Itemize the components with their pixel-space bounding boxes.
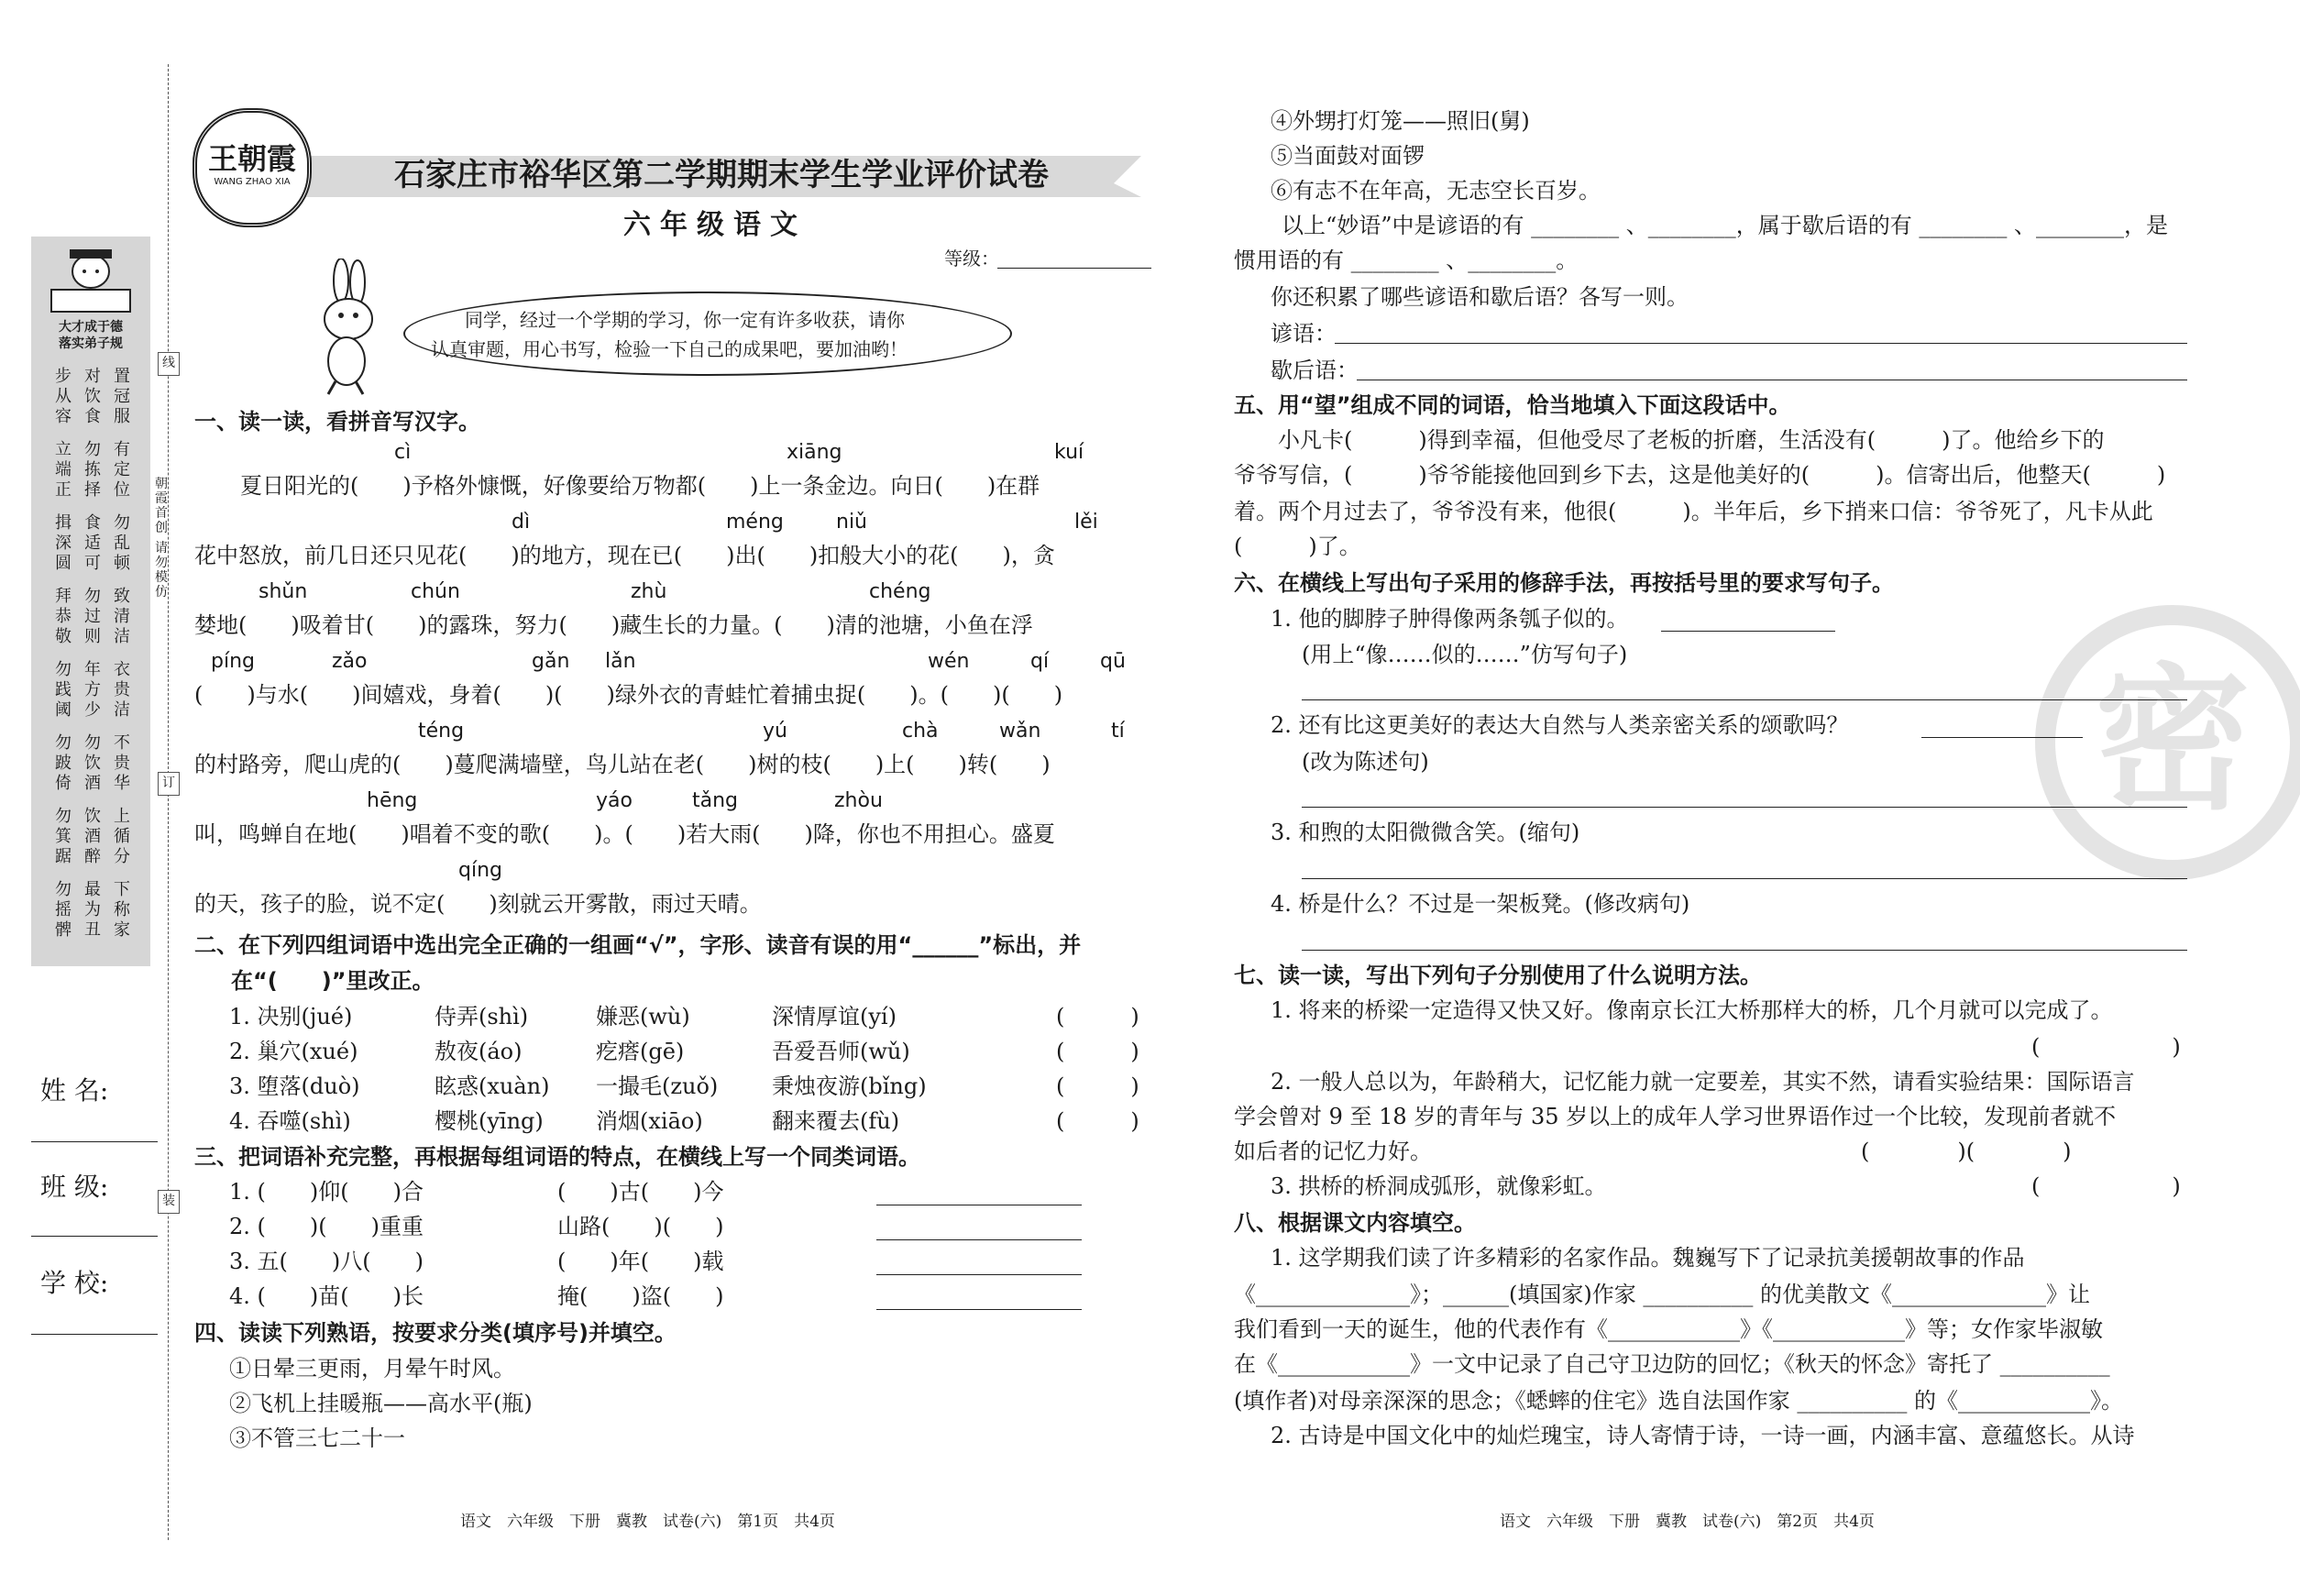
pinyin-hint: shǔn <box>259 580 308 603</box>
grade-field[interactable] <box>997 268 1151 269</box>
pinyin-hint: yú <box>763 720 787 743</box>
class-label: 班 级: <box>40 1172 109 1202</box>
q2-word[interactable]: 嫌恶(wù) <box>596 1004 690 1029</box>
pinyin-hint: lěi <box>1074 511 1098 534</box>
exam-subject: 六年级语文 <box>623 209 807 241</box>
pinyin-hint: qū <box>1100 650 1126 673</box>
pinyin-hint: chéng <box>869 580 931 603</box>
q6-q4-field[interactable] <box>1302 950 2187 951</box>
q1-passage-line[interactable]: 的村路旁，爬山虎的( )蔓爬满墙壁，鸟儿站在老( )树的枝( )上( )转( ) <box>194 752 1051 777</box>
rule-phrase: 上循分 <box>114 807 130 866</box>
pinyin-hint: téng <box>418 720 465 743</box>
rule-phrase: 置冠服 <box>114 367 130 426</box>
intro-bubble <box>403 292 1012 376</box>
q1-passage-line[interactable]: 叫，鸣蝉自在地( )唱着不变的歌( )。( )若大雨( )降，你也不用担心。盛夏 <box>194 821 1055 847</box>
q4-ask: 你还积累了哪些谚语和歇后语？各写一则。 <box>1271 284 1689 310</box>
pinyin-hint: zǎo <box>332 650 368 673</box>
q4-item-2: ②飞机上挂暖瓶——高水平(瓶) <box>229 1391 533 1416</box>
rule-phrase: 衣贵洁 <box>114 660 130 720</box>
rule-phrase: 最为丑 <box>84 880 101 940</box>
pinyin-hint: wǎn <box>999 720 1041 743</box>
q2-word[interactable]: 秉烛夜游(bǐng) <box>772 1073 927 1099</box>
q2-word[interactable]: 侍弄(shì) <box>435 1004 529 1029</box>
q6-q2-field[interactable] <box>1302 807 2187 808</box>
q2-heading-2: 在“( )”里改正。 <box>231 968 435 994</box>
intro-line-1: 同学，经过一个学期的学习，你一定有许多收获，请你 <box>465 309 905 331</box>
rabbit-mascot <box>303 259 385 396</box>
rule-phrase: 步从容 <box>55 367 72 426</box>
motto-line-1: 大才成于德 <box>59 320 123 335</box>
q3-answer-field[interactable] <box>876 1309 1082 1310</box>
q4-item-1: ①日晕三更雨，月晕午时风。 <box>229 1356 515 1381</box>
q8-line-3[interactable]: 我们看到一天的诞生，他的代表作有《____________》《____________》等；女作家毕淑敏 <box>1234 1316 2103 1342</box>
q4-proverb-field[interactable] <box>1335 343 2187 344</box>
q7-paren-3[interactable]: ( ) <box>2031 1173 2181 1199</box>
rule-phrase: 致清洁 <box>114 587 130 646</box>
q8-heading: 八、根据课文内容填空。 <box>1234 1210 1476 1236</box>
rule-phrase: 勿拣择 <box>84 440 101 500</box>
q3-idiom[interactable]: 3. 五( )八( ) <box>229 1249 424 1274</box>
pinyin-hint: píng <box>211 650 255 673</box>
q3-idiom[interactable]: 掩( )盗( ) <box>557 1283 724 1309</box>
q4-item-3: ③不管三七二十一 <box>229 1425 405 1451</box>
q2-correction-paren[interactable]: ( ) <box>1056 1039 1139 1064</box>
school-label: 学 校: <box>40 1268 109 1298</box>
q2-word[interactable]: 敖夜(áo) <box>435 1039 523 1064</box>
q2-correction-paren[interactable]: ( ) <box>1056 1004 1139 1029</box>
q8-line-2[interactable]: 《______________》；______(填国家)作家 __________ 的优美散文《______________》让 <box>1234 1282 2090 1307</box>
q4-xiehouyu-label: 歇后语： <box>1271 358 1359 383</box>
q2-correction-paren[interactable]: ( ) <box>1056 1073 1139 1099</box>
q8-line-1: 1. 这学期我们读了许多精彩的名家作品。魏巍写下了记录抗美援朝故事的作品 <box>1271 1245 2025 1271</box>
q1-passage-line[interactable]: 的天，孩子的脸，说不定( )刻就云开雾散，雨过天晴。 <box>194 891 762 917</box>
q7-item-3: 3. 拱桥的桥洞成弧形，就像彩虹。 <box>1271 1173 1607 1199</box>
pinyin-hint: gǎn <box>532 650 570 673</box>
q3-heading: 三、把词语补充完整，再根据每组词语的特点，在横线上写一个同类词语。 <box>194 1144 920 1170</box>
q5-line-4[interactable]: ( )了。 <box>1234 534 1361 559</box>
pinyin-hint: xiāng <box>787 441 842 464</box>
rule-phrase: 立端正 <box>55 440 72 500</box>
pinyin-hint: chún <box>411 580 460 603</box>
q3-idiom[interactable]: ( )年( )载 <box>557 1249 724 1274</box>
q4-fill-2[interactable]: 惯用语的有 ________ 、________。 <box>1234 248 1579 273</box>
pinyin-hint: tǎng <box>692 789 739 812</box>
pinyin-hint: qí <box>1030 650 1050 673</box>
pinyin-hint: lǎn <box>605 650 636 673</box>
rule-phrase: 对饮食 <box>84 367 101 426</box>
vertical-note-2: 请勿模仿 <box>155 541 168 600</box>
q6-q2-answer[interactable] <box>1921 737 2083 738</box>
q2-word[interactable]: 翻来覆去(fù) <box>772 1108 900 1134</box>
q2-word[interactable]: 3. 堕落(duò) <box>229 1073 360 1099</box>
q1-passage-line[interactable]: 花中怒放，前几日还只见花( )的地方，现在已( )出( )扣般大小的花( )，贪 <box>194 543 1055 568</box>
q7-paren-1[interactable]: ( ) <box>2031 1034 2181 1060</box>
binding-line <box>168 64 169 1540</box>
pinyin-hint: zhòu <box>834 789 883 812</box>
rule-phrase: 勿箕踞 <box>55 807 72 866</box>
rule-phrase: 有定位 <box>114 440 130 500</box>
pinyin-hint: hēng <box>367 789 418 812</box>
q6-heading: 六、在横线上写出句子采用的修辞手法，再按括号里的要求写句子。 <box>1234 570 1894 596</box>
q3-idiom[interactable]: 山路( )( ) <box>557 1214 724 1239</box>
q5-line-3[interactable]: 着。两个月过去了，爷爷没有来，他很( )。半年后，乡下捎来口信：爷爷死了，凡卡从此 <box>1234 499 2153 524</box>
q6-q4: 4. 桥是什么？不过是一架板凳。(修改病句) <box>1271 891 1690 917</box>
rule-phrase: 勿饮酒 <box>84 733 101 793</box>
q4-fill-1[interactable]: 以上“妙语”中是谚语的有 ________ 、________，属于歇后语的有 ________ 、________，是 <box>1282 213 2169 238</box>
q1-passage-line[interactable]: 夏日阳光的( )予格外慷慨，好像要给万物都( )上一条金边。向日( )在群 <box>240 473 1040 499</box>
logo-sub: WANG ZHAO XIA <box>214 177 291 187</box>
q6-q3-field[interactable] <box>1302 878 2187 879</box>
pinyin-hint: qíng <box>458 859 502 882</box>
pinyin-hint: zhù <box>631 580 667 603</box>
rule-phrase: 勿跛倚 <box>55 733 72 793</box>
q3-idiom[interactable]: 4. ( )苗( )长 <box>229 1283 424 1309</box>
pinyin-hint: cì <box>394 441 412 464</box>
q2-word[interactable]: 4. 吞噬(shì) <box>229 1108 351 1134</box>
rule-phrase: 拜恭敬 <box>55 587 72 646</box>
q8-line-5[interactable]: (填作者)对母亲深深的思念；《蟋蟀的住宅》选自法国作家 __________ 的《____________》。 <box>1234 1388 2123 1414</box>
seal-marker-3: 装 <box>158 1190 180 1214</box>
name-field[interactable] <box>31 1141 158 1142</box>
q2-word[interactable]: 深情厚谊(yí) <box>772 1004 897 1029</box>
q2-word[interactable]: 樱桃(yīng) <box>435 1108 544 1134</box>
q3-idiom[interactable]: ( )古( )今 <box>557 1179 724 1205</box>
q7-heading: 七、读一读，写出下列句子分别使用了什么说明方法。 <box>1234 963 1762 988</box>
q6-q1-answer[interactable] <box>1661 631 1835 632</box>
q6-q2: 2. 还有比这更美好的表达大自然与人类亲密关系的颂歌吗？ <box>1271 712 1849 738</box>
q6-q1-field[interactable] <box>1302 699 2187 700</box>
q4-item-5: ⑤当面鼓对面锣 <box>1271 143 1425 169</box>
q1-passage-line[interactable]: 婪地( )吸着甘( )的露珠，努力( )藏生长的力量。( )清的池塘，小鱼在浮 <box>194 612 1033 638</box>
footer-left: 语文 六年级 下册 冀教 试卷(六) 第1页 共4页 <box>460 1513 835 1531</box>
pinyin-hint: méng <box>726 511 784 534</box>
q7-item-2-line-1: 2. 一般人总以为，年龄稍大，记忆能力就一定要差，其实不然，请看实验结果：国际语言 <box>1271 1069 2135 1095</box>
rule-phrase: 揖深圆 <box>55 513 72 573</box>
exam-title: 石家庄市裕华区第二学期期末学生学业评价试卷 <box>394 157 1049 193</box>
rule-phrase: 下称家 <box>114 880 130 940</box>
vertical-note-1: 朝霞首创 <box>155 477 168 535</box>
q6-q1-req: (用上“像……似的……”仿写句子) <box>1302 642 1628 667</box>
q2-word[interactable]: 消烟(xiāo) <box>596 1108 703 1134</box>
name-label: 姓 名: <box>40 1075 109 1106</box>
brand-logo <box>193 108 312 227</box>
rule-phrase: 勿乱顿 <box>114 513 130 573</box>
pinyin-hint: dì <box>512 511 531 534</box>
q1-passage-line[interactable]: ( )与水( )间嬉戏，身着( )( )绿外衣的青蛙忙着捕虫捉( )。( )( ) <box>194 682 1063 708</box>
q2-word[interactable]: 眩惑(xuàn) <box>435 1073 550 1099</box>
rule-phrase: 不贵华 <box>114 733 130 793</box>
rule-phrase: 食适可 <box>84 513 101 573</box>
grade-label: 等级： <box>944 248 999 270</box>
pinyin-hint: kuí <box>1054 441 1084 464</box>
q2-word[interactable]: 疙瘩(gē) <box>596 1039 685 1064</box>
q3-idiom[interactable]: 2. ( )( )重重 <box>229 1214 424 1239</box>
seal-marker-1: 线 <box>158 352 180 376</box>
q4-proverb-label: 谚语： <box>1271 321 1337 347</box>
school-field[interactable] <box>31 1334 158 1335</box>
q6-q3: 3. 和煦的太阳微微含笑。(缩句) <box>1271 820 1580 845</box>
q4-item-4: ④外甥打灯笼——照旧(舅) <box>1271 108 1530 134</box>
q2-word[interactable]: 吾爱吾师(wǔ) <box>772 1039 910 1064</box>
q5-line-1[interactable]: 小凡卡( )得到幸福，但他受尽了老板的折磨，生活没有( )了。他给乡下的 <box>1278 427 2105 453</box>
q6-q1: 1. 他的脚脖子肿得像两条瓠子似的。 <box>1271 606 1629 632</box>
q3-answer-field[interactable] <box>876 1239 1082 1240</box>
rule-phrase: 勿践阈 <box>55 660 72 720</box>
scholar-illustration <box>31 242 150 315</box>
confidential-watermark: 密 <box>2035 605 2300 880</box>
rule-phrase: 年方少 <box>84 660 101 720</box>
q8-line-4[interactable]: 在《____________》一文中记录了自己守卫边防的回忆；《秋天的怀念》寄托了 __________ <box>1234 1351 2110 1377</box>
q2-heading: 二、在下列四组词语中选出完全正确的一组画“√”，字形、读音有误的用“______”标出，并 <box>194 932 1082 958</box>
q2-correction-paren[interactable]: ( ) <box>1056 1108 1139 1134</box>
class-field[interactable] <box>31 1236 158 1237</box>
pinyin-hint: wén <box>928 650 970 673</box>
pinyin-hint: chà <box>902 720 939 743</box>
q7-item-2-line-2: 学会曾对 9 至 18 岁的青年与 35 岁以上的成年人学习世界语作过一个比较，发现前者就不 <box>1234 1104 2117 1129</box>
q2-word[interactable]: 2. 巢穴(xué) <box>229 1039 358 1064</box>
pinyin-hint: yáo <box>596 789 633 812</box>
q3-answer-field[interactable] <box>876 1274 1082 1275</box>
footer-right: 语文 六年级 下册 冀教 试卷(六) 第2页 共4页 <box>1500 1513 1875 1531</box>
motto-line-2: 落实弟子规 <box>59 336 123 351</box>
q6-q2-req: (改为陈述句) <box>1302 749 1429 775</box>
rule-phrase: 勿过则 <box>84 587 101 646</box>
q1-heading: 一、读一读，看拼音写汉字。 <box>194 409 480 435</box>
pinyin-hint: tí <box>1111 720 1125 743</box>
q5-heading: 五、用“望”组成不同的词语，恰当地填入下面这段话中。 <box>1234 392 1791 418</box>
q4-heading: 四、读读下列熟语，按要求分类(填序号)并填空。 <box>194 1320 677 1346</box>
q7-paren-2[interactable]: ( )( ) <box>1861 1139 2072 1164</box>
pinyin-hint: niǔ <box>836 511 867 534</box>
q8-line-6: 2. 古诗是中国文化中的灿烂瑰宝，诗人寄情于诗，一诗一画，内涵丰富、意蕴悠长。从诗 <box>1271 1423 2135 1448</box>
rule-phrase: 饮酒醉 <box>84 807 101 866</box>
q2-word[interactable]: 1. 决别(jué) <box>229 1004 353 1029</box>
q2-word[interactable]: 一撮毛(zuǒ) <box>596 1073 719 1099</box>
q4-item-6: ⑥有志不在年高，无志空长百岁。 <box>1271 178 1601 204</box>
q3-idiom[interactable]: 1. ( )仰( )合 <box>229 1179 424 1205</box>
q7-item-1: 1. 将来的桥梁一定造得又快又好。像南京长江大桥那样大的桥，几个月就可以完成了。 <box>1271 997 2113 1023</box>
seal-marker-2: 订 <box>158 772 180 796</box>
logo-text: 王朝霞 <box>207 141 296 176</box>
q5-line-2[interactable]: 爷爷写信，( )爷爷能接他回到乡下去，这是他美好的( )。信寄出后，他整天( ) <box>1234 462 2166 488</box>
intro-line-2: 认真审题，用心书写，检验一下自己的成果吧，要加油哟！ <box>431 338 908 360</box>
rules-sidebar <box>31 237 150 966</box>
rule-phrase: 勿摇髀 <box>55 880 72 940</box>
q7-item-2-line-3: 如后者的记忆力好。 <box>1234 1139 1432 1164</box>
